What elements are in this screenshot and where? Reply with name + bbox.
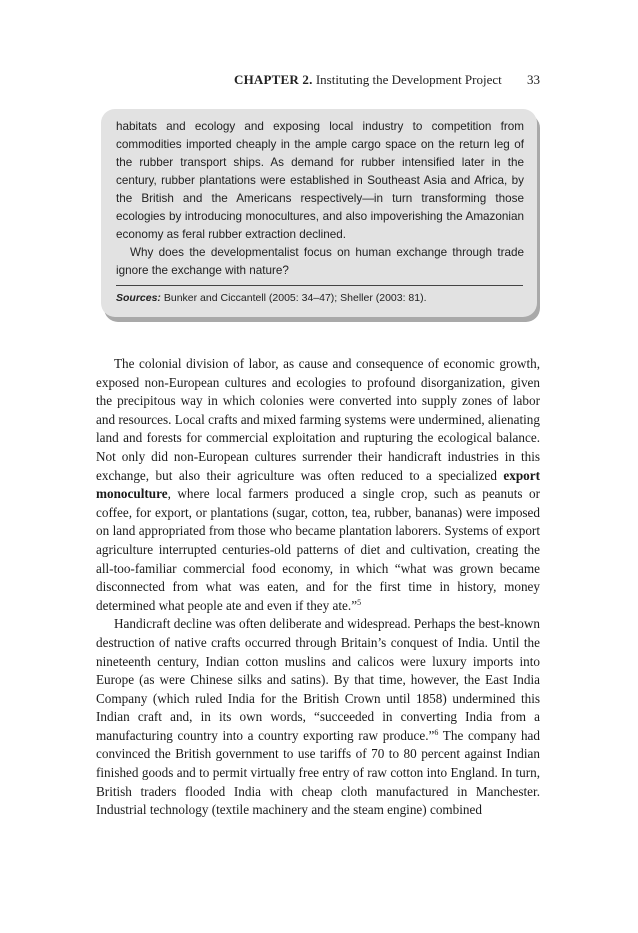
p1-text-a: The colonial division of labor, as cause and consequence of economic growth, exposed non-European cultures and ecologies to profound disorganization, given the precipitous way in which colonies were converted into supply zones of labor and resources. Local crafts and mixed farming systems were undermined, alienating land and forests for commercial exploitation and rupturing the ecological balance. Not only did non-European cultures surrender their handicraft industries in this exchange, but also their agriculture was often reduced to a specialized [96, 356, 540, 483]
sources-text: Bunker and Ciccantell (2005: 34–47); Sheller (2003: 81). [163, 292, 427, 304]
footnote-ref-5: 5 [357, 597, 362, 607]
p1-text-b: , where local farmers produced a single crop, such as peanuts or coffee, for export, or plantations (sugar, cotton, tea, rubber, bananas) were imposed on land appropriated from those who became plantation laborers. Systems of export agriculture interrupted centuries-old patterns of diet and cultivation, creating the all-too-familiar commercial food economy, in which “what was grown became disconnected from what was eaten, and for the first time in history, money determined what people ate and even if they ate.” [96, 486, 540, 613]
running-head [0, 72, 540, 88]
body-paragraph-2 [96, 615, 540, 820]
sources-label: Sources: [116, 292, 161, 304]
box-question: Why does the developmentalist focus on human exchange through trade ignore the exchange with nature? [116, 246, 524, 277]
page-number: 33 [527, 72, 540, 87]
p2-text-b: The company had convinced the British government to use tariffs of 70 to 80 percent against Indian finished goods and to permit virtually free entry of raw cotton into England. In turn, British traders flooded India with cheap cloth manufactured in Manchester. Industrial technology (textile machinery and the steam engine) combined [96, 727, 540, 818]
chapter-title: Instituting the Development Project [315, 72, 502, 87]
box-sources [116, 291, 524, 305]
sidebar-box-text [116, 118, 524, 280]
chapter-label: CHAPTER 2. [234, 72, 313, 87]
body-paragraph-1 [96, 355, 540, 615]
box-paragraph-1: habitats and ecology and exposing local industry to competition from commodities imported cheaply in the ample cargo space on the return leg of the rubber transport ships. As demand for rubber intensified later in the century, rubber plantations were established in Southeast Asia and Africa, by the British and the Americans respectively—in turn transforming those ecologies by introducing monocultures, and also impoverishing the Amazonian economy as feral rubber extraction declined. [116, 120, 524, 241]
body-text [96, 355, 540, 820]
p2-text-a: Handicraft decline was often deliberate and widespread. Perhaps the best-known destruction of native crafts occurred through Britain’s conquest of India. Until the nineteenth century, Indian cotton muslins and calicos were luxury imports into Europe (as were Chinese silks and satins). By that time, however, the East India Company (which ruled India for the British Crown until 1858) undermined this Indian craft and, in its own words, “succeeded in converting India from a manufacturing country into a country exporting raw produce.” [96, 616, 540, 743]
footnote-ref-6: 6 [434, 727, 439, 737]
box-divider [116, 285, 523, 286]
key-term-export-monoculture: export monoculture [96, 467, 540, 502]
